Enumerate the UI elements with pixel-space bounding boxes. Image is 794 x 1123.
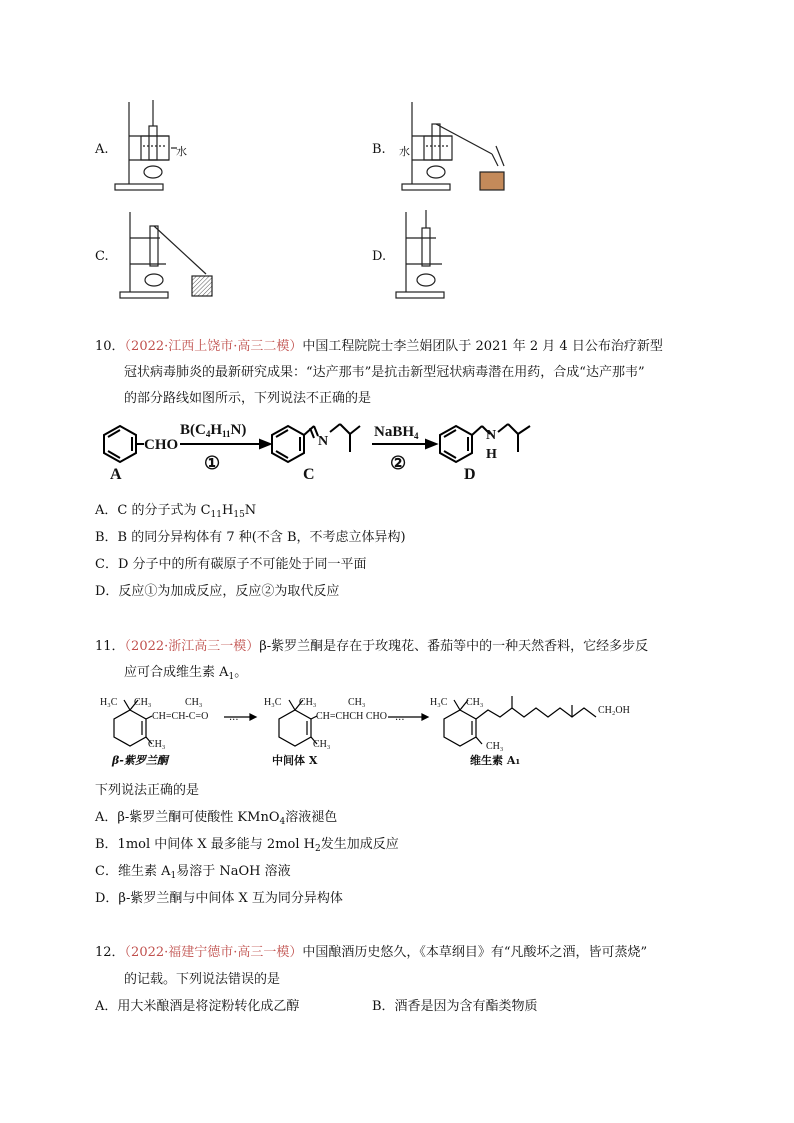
water-label-a: 水 bbox=[176, 145, 187, 158]
methyl-label: CH₃ bbox=[134, 697, 152, 708]
q11-option-a: A．β-紫罗兰酮可使酸性 KMnO$_4$溶液褪色 bbox=[95, 810, 338, 827]
methyl-label: CH₃ bbox=[185, 697, 203, 708]
methyl-label: CH₃ bbox=[299, 697, 317, 708]
apparatus-c-figure bbox=[120, 208, 220, 304]
question-source: （2022·福建宁德市·高三一模） bbox=[124, 945, 303, 960]
methyl-label: H₃C bbox=[100, 697, 118, 708]
methyl-label: CH₃ bbox=[486, 741, 504, 752]
option-b-label: B. bbox=[372, 142, 386, 157]
q11-option-d: D．β-紫罗兰酮与中间体 X 互为同分异构体 bbox=[95, 891, 343, 906]
methyl-label: H₃C bbox=[264, 697, 282, 708]
option-c-label: C. bbox=[95, 249, 109, 264]
question-11-stem-line1: 11．（2022·浙江高三一模）β-紫罗兰酮是存在于玫瑰花、番茄等中的一种天然香料，它经多步反 bbox=[95, 639, 649, 654]
compound-d-label: D bbox=[464, 466, 476, 483]
compound-c-label: C bbox=[303, 466, 315, 483]
imine-n: N bbox=[318, 434, 329, 449]
question-12-stem-line2: 的记载。下列说法错误的是 bbox=[124, 972, 281, 987]
question-10-stem-line3: 的部分路线如图所示，下列说法不正确的是 bbox=[124, 391, 372, 406]
compound-name-intermediate-x: 中间体 X bbox=[272, 754, 318, 767]
question-11-stem-line2: 应可合成维生素 $A_1$。 bbox=[124, 665, 248, 682]
methyl-label: H₃C bbox=[430, 697, 448, 708]
ellipsis: ··· bbox=[395, 715, 405, 726]
methyl-label: CH₃ bbox=[148, 739, 166, 750]
option-d-label: D. bbox=[372, 249, 387, 264]
water-label-b: 水 bbox=[399, 145, 410, 158]
question-10-stem-line2: 冠状病毒肺炎的最新研究成果：“达产那韦”是抗击新型冠状病毒潜在用药，合成“达产那韦” bbox=[124, 365, 645, 380]
ellipsis: ··· bbox=[229, 715, 239, 726]
q10-option-a: A．C 的分子式为 $C_{11}H_{15}N$ bbox=[95, 503, 257, 520]
option-a-label: A. bbox=[95, 142, 109, 157]
side-chain-1: CH=CH-C=O bbox=[152, 711, 209, 722]
q11-prompt: 下列说法正确的是 bbox=[95, 783, 200, 798]
q12-option-b: B．酒香是因为含有酯类物质 bbox=[372, 999, 538, 1014]
reagent-1: $B(C_4H_{11}N)$ bbox=[180, 422, 247, 439]
apparatus-b-figure bbox=[392, 96, 512, 196]
side-chain-2: CH=CHCH CHO bbox=[316, 711, 387, 722]
amine-h: H bbox=[486, 447, 497, 462]
question-number: 10． bbox=[95, 339, 125, 354]
q12-option-a: A．用大米酿酒是将淀粉转化成乙醇 bbox=[95, 999, 300, 1014]
cho-group: CHO bbox=[144, 437, 179, 453]
compound-name-beta-ionone: β-紫罗兰酮 bbox=[112, 754, 168, 767]
apparatus-d-figure bbox=[396, 208, 456, 304]
methyl-label: CH₃ bbox=[348, 697, 366, 708]
reagent-2: NaBH$_4$ bbox=[374, 424, 419, 441]
compound-name-vitamin-a1: 维生素 A₁ bbox=[470, 754, 521, 767]
question-source: （2022·浙江高三一模） bbox=[124, 639, 260, 654]
question-number: 12． bbox=[95, 945, 125, 960]
question-12-stem-line1: 12．（2022·福建宁德市·高三一模）中国酿酒历史悠久，《本草纲目》有“凡酸坏之酒，皆可蒸烧” bbox=[95, 945, 648, 960]
hydroxymethyl-label: CH₂OH bbox=[598, 705, 630, 716]
q11-option-c: C．维生素 $A_1$易溶于 NaOH 溶液 bbox=[95, 864, 291, 881]
q10-option-b: B．B 的同分异构体有 7 种(不含 B，不考虑立体异构) bbox=[95, 530, 406, 545]
amine-n: N bbox=[486, 428, 497, 443]
question-10-stem-line1: 10．（2022·江西上饶市·高三二模）中国工程院院士李兰娟团队于 2021 年 2 月 4 日公布治疗新型 bbox=[95, 339, 663, 354]
question-source: （2022·江西上饶市·高三二模） bbox=[124, 339, 303, 354]
q10-option-c: C．D 分子中的所有碳原子不可能处于同一平面 bbox=[95, 557, 367, 572]
compound-a-label: A bbox=[110, 466, 122, 483]
question-number: 11． bbox=[95, 639, 125, 654]
methyl-label: CH₃ bbox=[466, 697, 484, 708]
q11-option-b: B．1mol 中间体 X 最多能与 2mol $H_2$发生加成反应 bbox=[95, 837, 399, 854]
q10-option-d: D．反应①为加成反应，反应②为取代反应 bbox=[95, 584, 340, 599]
step-1-marker: ① bbox=[204, 453, 221, 474]
step-2-marker: ② bbox=[390, 453, 407, 474]
methyl-label: CH₃ bbox=[313, 739, 331, 750]
